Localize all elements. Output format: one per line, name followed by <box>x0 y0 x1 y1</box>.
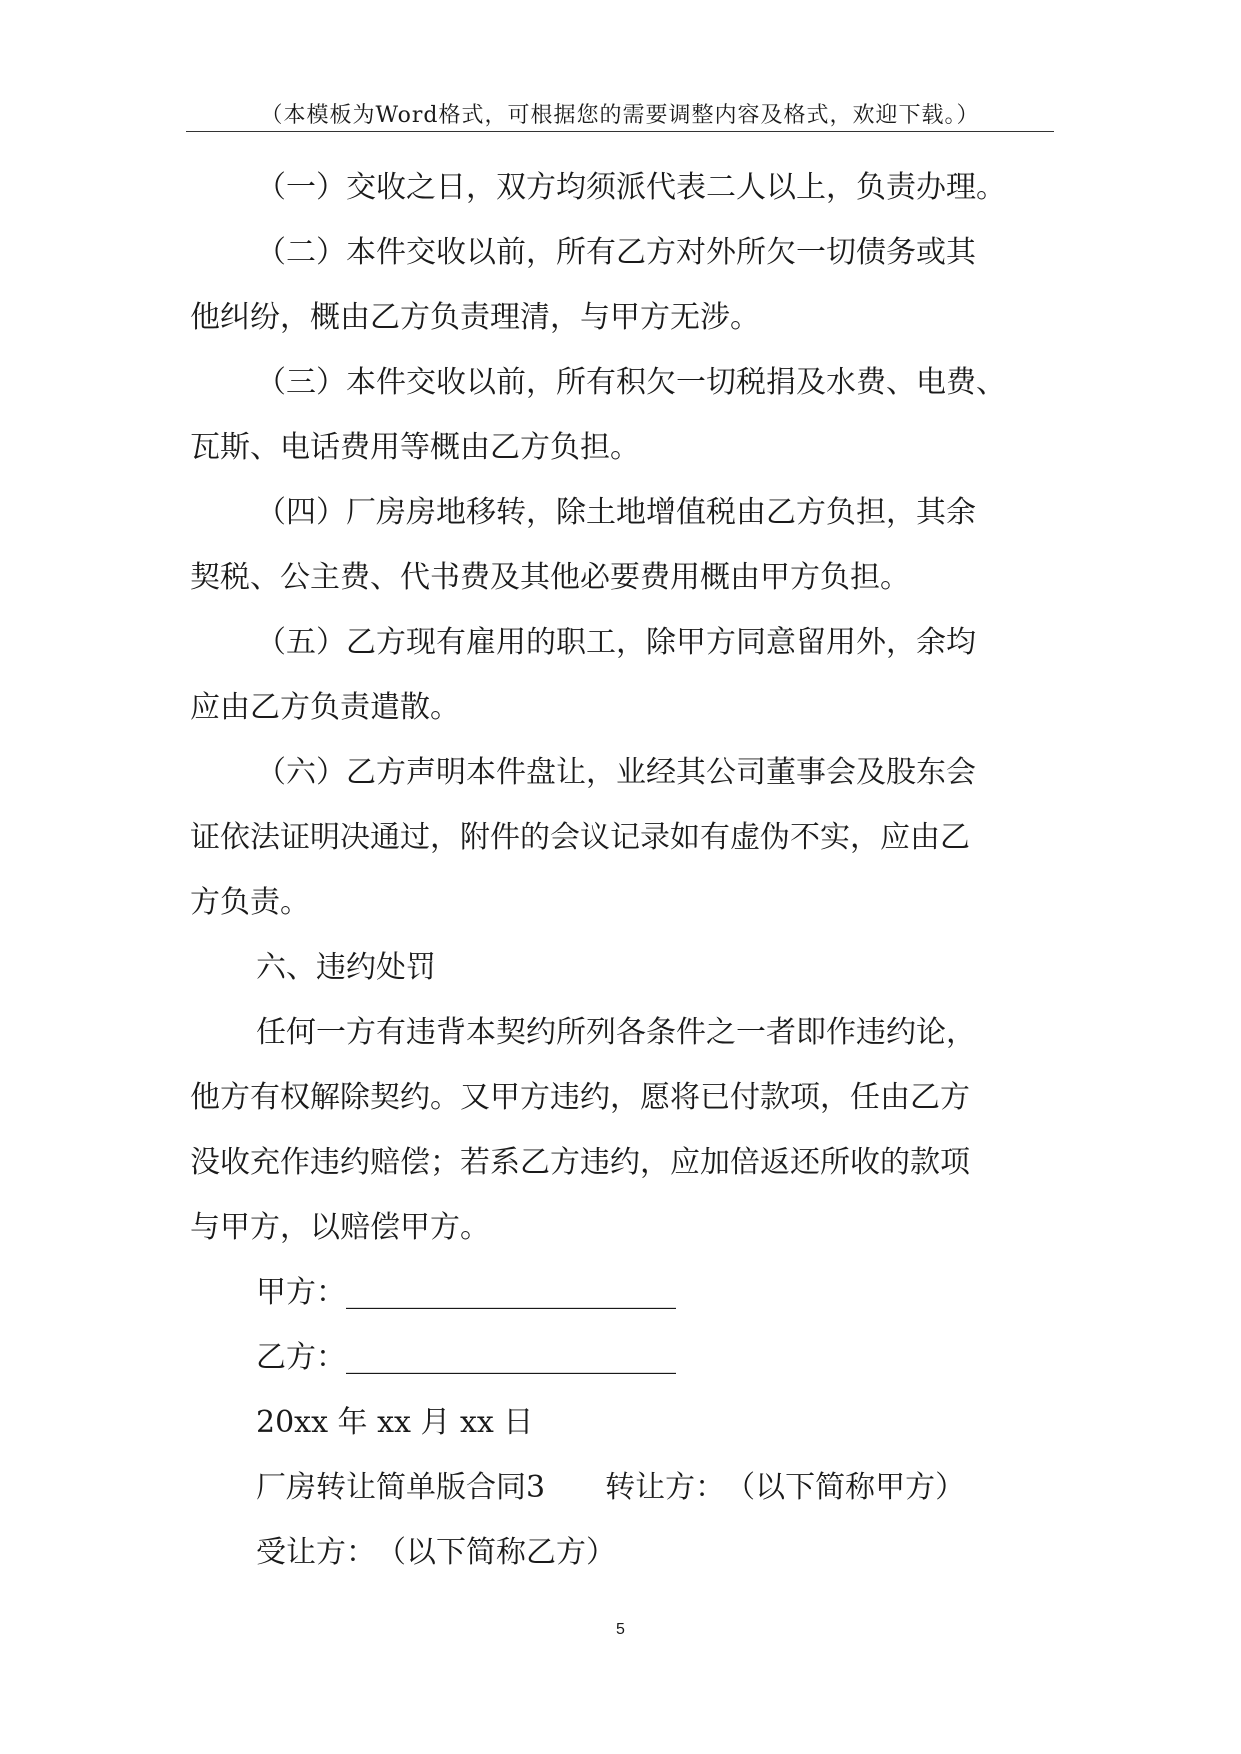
clause-3-line-2: 瓦斯、电话费用等概由乙方负担。 <box>190 430 640 465</box>
clause-4-line-1: （四）厂房房地移转，除土地增值税由乙方负担，其余 <box>256 495 976 530</box>
clause-2-line-2: 他纠纷，概由乙方负责理清，与甲方无涉。 <box>190 300 760 335</box>
clause-6-line-2: 证依法证明决通过，附件的会议记录如有虚伪不实，应由乙 <box>190 820 970 855</box>
breach-line-3: 没收充作违约赔偿；若系乙方违约，应加倍返还所收的款项 <box>190 1145 970 1180</box>
clause-1: （一）交收之日，双方均须派代表二人以上，负责办理。 <box>256 170 1006 205</box>
clause-5-line-2: 应由乙方负责遣散。 <box>190 690 460 725</box>
clause-2-line-1: （二）本件交收以前，所有乙方对外所欠一切债务或其 <box>256 235 976 270</box>
page-number: 5 <box>616 1621 625 1638</box>
clause-6-line-3: 方负责。 <box>190 885 310 920</box>
party-b-signature-line: 乙方：______________________ <box>256 1340 676 1375</box>
header-divider <box>186 131 1054 132</box>
date-line: 20xx 年 xx 月 xx 日 <box>256 1405 534 1440</box>
template-note-header: （本模板为Word格式，可根据您的需要调整内容及格式，欢迎下载。） <box>260 103 980 128</box>
document-body <box>190 155 1070 1585</box>
contract-3-title-line: 厂房转让简单版合同3 转让方： （以下简称甲方） <box>256 1470 966 1505</box>
section-heading-breach: 六、违约处罚 <box>256 950 436 985</box>
clause-4-line-2: 契税、公主费、代书费及其他必要费用概由甲方负担。 <box>190 560 910 595</box>
transferee-line: 受让方： （以下简称乙方） <box>256 1535 616 1570</box>
clause-3-line-1: （三）本件交收以前，所有积欠一切税捐及水费、电费、 <box>256 365 1006 400</box>
clause-5-line-1: （五）乙方现有雇用的职工，除甲方同意留用外，余均 <box>256 625 976 660</box>
party-a-signature-line: 甲方：______________________ <box>256 1275 676 1310</box>
breach-line-4: 与甲方，以赔偿甲方。 <box>190 1210 490 1245</box>
breach-line-2: 他方有权解除契约。又甲方违约，愿将已付款项，任由乙方 <box>190 1080 970 1115</box>
breach-line-1: 任何一方有违背本契约所列各条件之一者即作违约论， <box>256 1015 976 1050</box>
clause-6-line-1: （六）乙方声明本件盘让，业经其公司董事会及股东会 <box>256 755 976 790</box>
